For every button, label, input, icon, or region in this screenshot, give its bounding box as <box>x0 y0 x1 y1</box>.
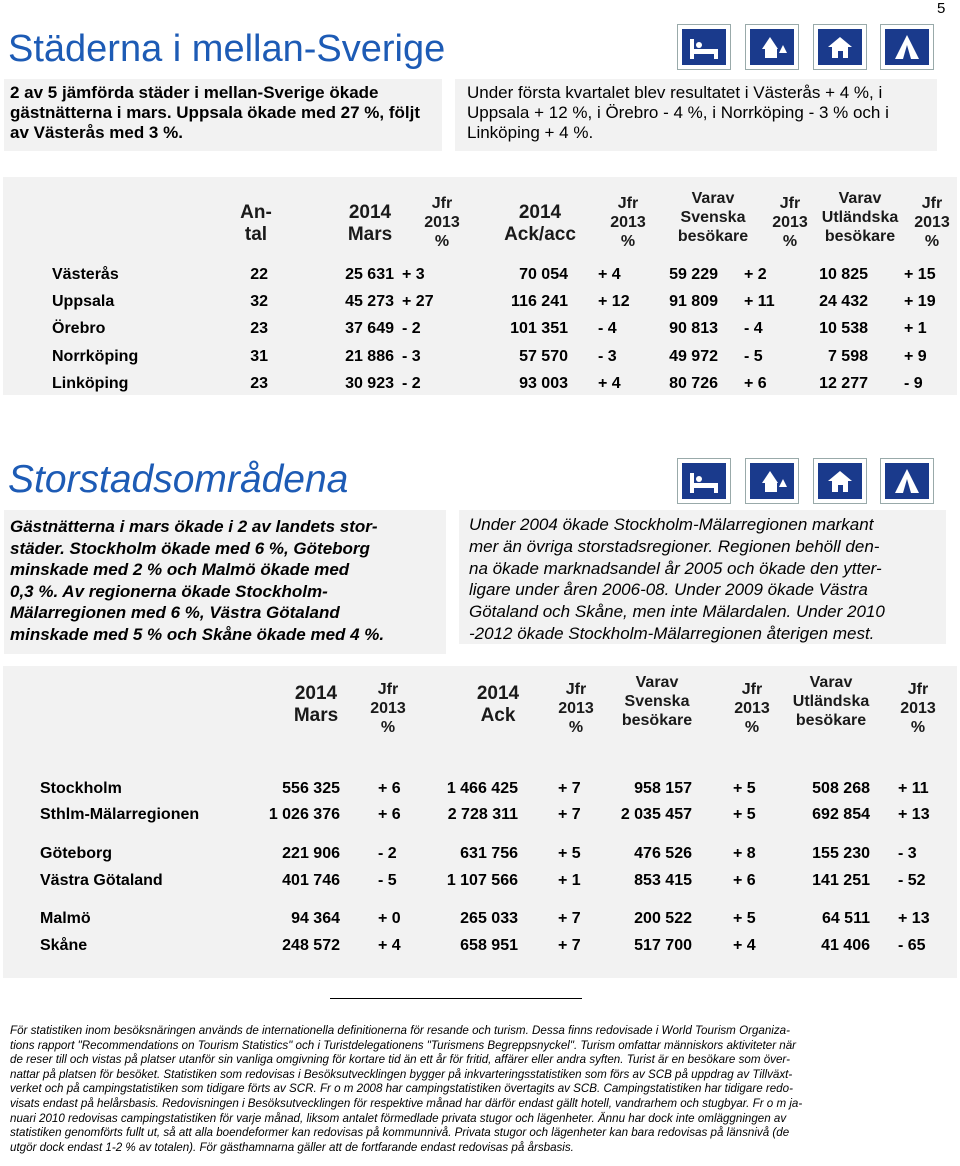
cell-ack: 57 570 <box>519 347 568 365</box>
cell-jfr2: + 4 <box>598 374 621 392</box>
cell-ack: 70 054 <box>519 266 568 283</box>
cell-sv: 91 809 <box>669 293 718 311</box>
cell-mars: 1 026 376 <box>268 806 340 823</box>
header-utlandska-2: Varav Utländska besökare <box>792 674 870 729</box>
cell-antal: 31 <box>250 347 268 365</box>
cell-antal: 23 <box>250 374 268 392</box>
cell-jfr3: + 2 <box>744 266 767 283</box>
cell-jfr2: + 1 <box>558 872 581 889</box>
section1-summary-right: Under första kvartalet blev resultatet i Västerås + 4 %, i Uppsala + 12 %, i Örebro - 4 %, i Norrköping - 3 % och i Linköping + 4 %. <box>467 83 889 142</box>
cell-jfr3: + 5 <box>733 910 756 927</box>
house-icon <box>813 24 867 70</box>
header-jfr1: Jfr 2013 % <box>424 195 460 250</box>
cell-utl: 10 538 <box>819 320 868 338</box>
section2-summary-right: Under 2004 ökade Stockholm-Mälarregionen markant mer än övriga storstadsregioner. Regionen behöll den- na ökade marknadsandel år 2005 och ökade den ytter- ligare under åren 2006-08. Under 2009 ökade Västra Götaland och Skåne, men inte Mälardalen. Under 2010 -2012 ökade Stockholm-Mälarregionen återigen mest. <box>469 515 885 643</box>
cell-name: Skåne <box>40 937 88 954</box>
cell-jfr4: + 19 <box>904 293 936 311</box>
cell-sv: 90 813 <box>669 320 718 338</box>
cell-jfr1: - 3 <box>402 347 421 365</box>
cell-utl: 64 511 <box>821 910 870 927</box>
cell-mars: 248 572 <box>282 937 340 954</box>
header-jfr3-2: Jfr 2013 % <box>734 681 770 736</box>
tent-icon <box>880 24 934 70</box>
cell-city: Linköping <box>52 374 129 392</box>
cell-ack: 1 107 566 <box>446 872 518 889</box>
header-jfr2: Jfr 2013 % <box>610 195 646 250</box>
cell-mars: 45 273 <box>345 293 394 311</box>
cell-city: Örebro <box>52 320 106 338</box>
cell-name: Sthlm-Mälarregionen <box>40 806 200 823</box>
cell-jfr2: + 7 <box>558 780 581 797</box>
cell-jfr4: + 9 <box>904 347 927 365</box>
cell-utl: 141 251 <box>812 872 870 889</box>
cabin-icon <box>745 458 799 504</box>
cell-sv: 200 522 <box>634 910 692 927</box>
cell-jfr1: + 4 <box>378 937 401 954</box>
cell-jfr4: - 65 <box>898 937 926 954</box>
cell-mars: 21 886 <box>345 347 394 365</box>
cell-sv: 49 972 <box>669 347 718 365</box>
header-jfr3: Jfr 2013 % <box>772 195 808 250</box>
cell-ack: 116 241 <box>511 293 568 311</box>
cell-jfr4: - 9 <box>904 374 923 392</box>
cell-antal: 32 <box>250 293 268 311</box>
cell-jfr3: + 8 <box>733 845 756 862</box>
cell-sv: 2 035 457 <box>620 806 692 823</box>
cell-ack: 2 728 311 <box>447 806 518 823</box>
section1-summary-box <box>4 79 442 151</box>
cell-mars: 37 649 <box>345 320 394 338</box>
section2-summary-left-box <box>4 510 446 654</box>
header-utlandska: Varav Utländska besökare <box>821 190 899 245</box>
cell-jfr2: + 4 <box>598 266 621 283</box>
footnote: För statistiken inom besöksnäringen används de internationella definitionerna för resande och turism. Dessa finns redovisade i World Tourism Organiza- tions rapport "Recommendations on Tourism Statistics" och i Turistdelegationens "Turismens Begreppsnyckel". Turism omfattar människors aktiviteter när de reser till och vistas på platser utanför sin vanliga omgivning för kortare tid än ett år för fritid, affärer eller andra syften. Turist är en besökare som över- nattar på platsen för besöket. Statistiken som redovisas i Besöksutvecklingen bygger på inkvarteringsstatistiken som förs av SCB på uppdrag av Tillväxt- verket och på campingstatistiken som tidigare förts av SCR. Fr o m 2008 har campingstatistiken övertagits av SCB. Campingstatistiken har tidigare redo- visats endast på helårsbasis. Redovisningen i Besöksutvecklingen för respektive månad har därför endast gällt hotell, vandrarhem och stugbyar. Fr o m ja- nuari 2010 redovisas campingstatistiken för varje månad, liksom antalet förmedlade privata stugor och lägenheter. Ännu har dock inte omläggningen av statistiken genomförts fullt ut, så att alla boendeformer kan redovisas på kommunnivå. Privata stugor och lägenheter kan bara redovisas på länsnivå (de utgör dock endast 1-2 % av totalen). För gästhamnarna gäller att de fortfarande endast redovisas på årsbasis. <box>10 1024 803 1154</box>
cell-name: Göteborg <box>40 845 112 862</box>
cell-jfr3: + 5 <box>733 806 756 823</box>
cell-utl: 692 854 <box>812 806 870 823</box>
cell-jfr3: + 6 <box>733 872 756 889</box>
cell-sv: 853 415 <box>634 872 692 889</box>
cell-mars: 94 364 <box>291 910 340 927</box>
tent-icon <box>880 458 934 504</box>
section1-summary-right-box <box>455 79 937 151</box>
cell-ack: 101 351 <box>510 320 568 338</box>
cell-name: Stockholm <box>40 780 122 797</box>
cell-utl: 10 825 <box>819 266 868 283</box>
cell-utl: 41 406 <box>821 937 870 954</box>
cell-jfr2: + 7 <box>558 937 581 954</box>
footnote-separator <box>330 998 582 999</box>
cell-jfr4: - 3 <box>898 845 917 862</box>
cell-jfr2: + 7 <box>558 910 581 927</box>
cell-ack: 658 951 <box>460 937 518 954</box>
header-mars-2: 2014 Mars <box>293 683 339 726</box>
cell-sv: 517 700 <box>634 937 692 954</box>
header-mars: 2014 Mars <box>347 202 393 245</box>
header-jfr4: Jfr 2013 % <box>914 195 950 250</box>
cabin-icon <box>745 24 799 70</box>
cell-utl: 12 277 <box>819 374 868 392</box>
cell-sv: 958 157 <box>634 780 692 797</box>
cell-name: Västra Götaland <box>40 872 163 889</box>
cell-sv: 59 229 <box>669 266 718 283</box>
cell-jfr4: + 13 <box>898 910 930 927</box>
header-jfr1-2: Jfr 2013 % <box>370 681 406 736</box>
header-antal: An- tal <box>240 202 272 245</box>
section-title-storstad: Storstadsområdena <box>8 458 349 501</box>
cell-mars: 221 906 <box>282 845 340 862</box>
bed-icon <box>677 458 731 504</box>
cell-utl: 24 432 <box>819 293 868 311</box>
cell-jfr2: - 4 <box>598 320 617 338</box>
cell-antal: 22 <box>250 266 268 283</box>
cell-jfr2: - 3 <box>598 347 617 365</box>
section2-summary-right-box <box>459 510 946 644</box>
cell-jfr2: + 5 <box>558 845 581 862</box>
cell-jfr3: + 6 <box>744 374 767 392</box>
section2-summary-left: Gästnätterna i mars ökade i 2 av landets stor- städer. Stockholm ökade med 6 %, Göteborg minskade med 2 % och Malmö ökade med 0,3 %. Av regionerna ökade Stockholm- Mälarregionen med 6 %, Västra Götaland minskade med 5 % och Skåne ökade med 4 %. <box>10 517 385 644</box>
cell-city: Västerås <box>52 266 119 283</box>
header-jfr2-2: Jfr 2013 % <box>558 681 594 736</box>
cell-jfr1: + 6 <box>378 780 401 797</box>
cell-jfr1: + 6 <box>378 806 401 823</box>
cell-jfr2: + 7 <box>558 806 581 823</box>
cell-jfr3: - 4 <box>744 320 763 338</box>
bed-icon <box>677 24 731 70</box>
cell-ack: 631 756 <box>460 845 518 862</box>
cell-ack: 1 466 425 <box>446 780 518 797</box>
header-jfr4-2: Jfr 2013 % <box>900 681 936 736</box>
cell-jfr1: - 2 <box>378 845 397 862</box>
cell-jfr1: - 2 <box>402 374 421 392</box>
cell-mars: 25 631 <box>345 266 394 283</box>
cell-jfr3: + 4 <box>733 937 756 954</box>
cell-antal: 23 <box>250 320 268 338</box>
section1-summary-left: 2 av 5 jämförda städer i mellan-Sverige ökade gästnätterna i mars. Uppsala ökade med 27 %, följt av Västerås med 3 %. <box>10 83 421 142</box>
cell-name: Malmö <box>40 910 91 927</box>
header-svenska-2: Varav Svenska besökare <box>621 674 693 729</box>
page-number: 5 <box>937 0 946 17</box>
cell-mars: 401 746 <box>282 872 340 889</box>
cell-utl: 508 268 <box>812 780 870 797</box>
cell-sv: 80 726 <box>669 374 718 392</box>
cell-jfr1: + 3 <box>402 266 425 283</box>
header-ack: 2014 Ack/acc <box>504 202 576 245</box>
cell-city: Uppsala <box>52 293 115 311</box>
cell-jfr3: + 5 <box>733 780 756 797</box>
cell-jfr4: + 11 <box>898 780 929 797</box>
cell-ack: 265 033 <box>460 910 518 927</box>
cell-jfr2: + 12 <box>598 293 630 311</box>
cell-utl: 7 598 <box>827 347 868 365</box>
cell-jfr4: + 13 <box>898 806 930 823</box>
header-ack-2: 2014 Ack <box>476 683 520 726</box>
cell-jfr4: - 52 <box>898 872 926 889</box>
cell-jfr1: + 0 <box>378 910 401 927</box>
cell-jfr4: + 1 <box>904 320 927 338</box>
cell-jfr1: - 5 <box>378 872 397 889</box>
header-svenska: Varav Svenska besökare <box>677 190 749 245</box>
cell-mars: 30 923 <box>345 374 394 392</box>
cell-jfr1: - 2 <box>402 320 421 338</box>
house-icon <box>813 458 867 504</box>
cell-mars: 556 325 <box>282 780 340 797</box>
cell-utl: 155 230 <box>812 845 870 862</box>
cell-sv: 476 526 <box>634 845 692 862</box>
cell-ack: 93 003 <box>519 374 568 392</box>
cell-jfr3: - 5 <box>744 347 763 365</box>
section-title-mellan-sverige: Städerna i mellan-Sverige <box>8 28 446 70</box>
cell-jfr4: + 15 <box>904 266 936 283</box>
cell-jfr1: + 27 <box>402 293 434 311</box>
cell-jfr3: + 11 <box>744 293 775 311</box>
cell-city: Norrköping <box>52 347 139 365</box>
